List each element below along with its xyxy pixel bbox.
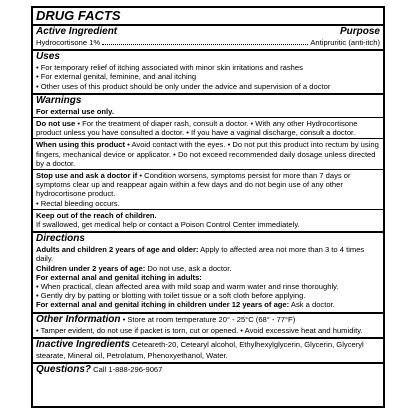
other-information-heading: Other Information [36, 313, 121, 325]
drug-facts-title: DRUG FACTS [36, 8, 121, 23]
storage-text: • Store at room temperature 20° - 25°C (68° - 77°F) [120, 314, 296, 324]
questions-line [36, 364, 380, 376]
directions-heading: Directions [36, 233, 85, 245]
when-using-block [36, 140, 380, 168]
children-label: Children under 2 years of age: [36, 263, 146, 273]
uses-item: • For external genital, feminine, and anal itching [36, 72, 197, 82]
active-ingredient-purpose: Antipruritic (anti-itch) [310, 38, 380, 47]
purpose-heading: Purpose [339, 26, 380, 37]
anal-children-text: Ask a doctor. [289, 300, 335, 310]
adults-label: Adults and children 2 years of age and older: [36, 245, 199, 255]
uses-item: • Other uses of this product should be only under the advice and supervision of a doctor [36, 81, 331, 91]
title-section [33, 8, 383, 24]
anal-direction-item: • Gently dry by patting or blotting with toilet tissue or a soft cloth before applying. [36, 291, 306, 301]
warnings-heading: Warnings [36, 94, 82, 106]
when-using-label: When using this product [36, 140, 126, 150]
inactive-ingredients-block [36, 339, 380, 360]
warnings-section [33, 93, 383, 231]
questions-section [33, 362, 383, 376]
do-not-use-label: Do not use [36, 119, 76, 129]
anal-direction-item: • When practical, clean affected area with mild soap and warm water and rinse thoroughly. [36, 282, 339, 292]
stop-use-block [36, 171, 380, 199]
adults-direction [36, 245, 380, 263]
tamper-evident-text: • Tamper evident, do not use if packet is torn, cut or opened. • Avoid excessive heat and humidity. [36, 325, 363, 335]
stop-use-text: • Condition worsens, symptoms persist for more than 7 days or symptoms clear up and reappear again within a few days and do not begin use of any other hydrocortisone product. [36, 171, 351, 199]
anal-adults-label: For external anal and genital itching in adults: [36, 272, 202, 282]
rectal-bleeding-item: • Rectal bleeding occurs. [36, 198, 120, 208]
active-ingredient-heading: Active Ingredient [36, 26, 118, 37]
inactive-ingredients-text: Ceteareth-20, Cetearyl alcohol, Ethylhexylglycerin, Glycerin, Glyceryl stearate, Mineral oil, Petrolatum, Phenoxyethanol, Water. [36, 339, 364, 360]
stop-use-label: Stop use and ask a doctor if [36, 171, 138, 181]
other-info-line [36, 314, 380, 326]
other-information-section [33, 312, 383, 337]
do-not-use-block [36, 119, 380, 137]
children-text: Do not use, ask a doctor. [145, 263, 232, 273]
keep-out-text: If swallowed, get medical help or contact a Poison Control Center immediately. [36, 220, 300, 230]
uses-section [33, 49, 383, 93]
questions-phone: Call 1-888-296-9067 [91, 365, 163, 375]
children-direction [36, 264, 380, 273]
dotted-leader [102, 44, 308, 45]
inactive-ingredients-heading: Inactive Ingredients [36, 338, 130, 350]
questions-heading: Questions? [36, 364, 92, 376]
inactive-ingredients-section [33, 337, 383, 362]
anal-children-direction [36, 300, 380, 309]
anal-children-label: For external anal and genital itching in children under 12 years of age: [36, 300, 290, 310]
active-heading-row [36, 26, 380, 38]
active-ingredient-section [33, 24, 383, 49]
directions-section [33, 231, 383, 311]
drug-facts-panel [31, 6, 385, 408]
uses-heading: Uses [36, 51, 60, 63]
active-ingredient-name: Hydrocortisone 1% [36, 38, 101, 47]
active-ingredient-row [36, 38, 380, 47]
uses-item: • For temporary relief of itching associated with minor skin irritations and rashes [36, 63, 303, 73]
adults-text: Apply to affected area not more than 3 to 4 times daily. [36, 245, 365, 264]
do-not-use-text: • For the treatment of diaper rash, consult a doctor. • With any other Hydrocortisone product unless you have consulted a doctor. • If you have a vaginal discharge, consult a doctor. [36, 119, 358, 138]
external-use-warning: For external use only. [36, 106, 114, 116]
keep-out-label: Keep out of the reach of children. [36, 210, 157, 220]
when-using-text: • Avoid contact with the eyes. • Do not put this product into rectum by using fingers, mechanical device or applicator. • Do not exceed recommended daily dosage unless directed by a doctor. [36, 140, 379, 168]
